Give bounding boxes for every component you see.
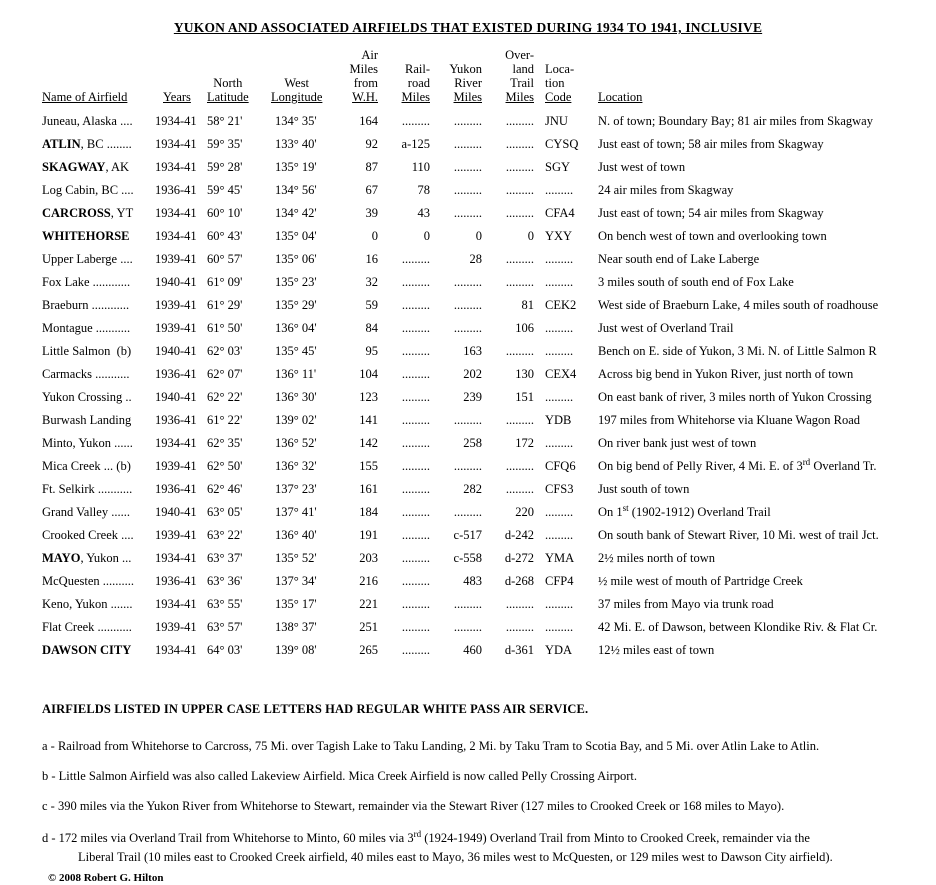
cell-code: ......... [545,436,574,450]
cell-years: 1934-41 [155,206,197,220]
cell-lat: 63° 22' [207,528,243,542]
cell-river: ......... [453,137,482,151]
cell-name: DAWSON CITY [42,643,132,657]
cell-years: 1934-41 [155,597,197,611]
cell-code: YDB [545,413,572,427]
cell-rail: 110 [411,160,430,174]
table-row [42,294,926,317]
airfields-table [42,48,926,662]
cell-air: 161 [359,482,378,496]
cell-location: 2½ miles north of town [598,551,716,565]
cell-rail: ......... [401,367,430,381]
cell-long: 133° 40' [275,137,317,151]
table-header [42,48,926,110]
cell-air: 87 [365,160,378,174]
col-header-trail: Over- land Trail Miles [505,48,534,104]
cell-river: ......... [453,183,482,197]
table-row [42,501,926,524]
cell-code: ......... [545,597,574,611]
table-row [42,271,926,294]
cell-code: CFP4 [545,574,574,588]
cell-long: 135° 06' [275,252,317,266]
cell-rail: 0 [423,229,430,243]
cell-rail: ......... [401,344,430,358]
cell-lat: 59° 45' [207,183,243,197]
cell-years: 1939-41 [155,298,197,312]
cell-air: 164 [359,114,378,128]
copyright: © 2008 Robert G. Hilton [48,872,164,884]
cell-trail: ......... [505,482,534,496]
cell-air: 216 [359,574,378,588]
cell-trail: ......... [505,597,534,611]
cell-lat: 63° 36' [207,574,243,588]
cell-long: 139° 08' [275,643,317,657]
cell-lat: 58° 21' [207,114,243,128]
cell-years: 1936-41 [155,367,197,381]
cell-name: Little Salmon (b) [42,344,132,358]
cell-location: N. of town; Boundary Bay; 81 air miles from Skagway [598,114,873,128]
col-header-code: Loca- tion Code [545,62,575,104]
cell-location: Just east of town; 54 air miles from Skagway [598,206,824,220]
table-body [42,110,926,662]
cell-river: ......... [453,597,482,611]
table-row [42,110,926,133]
table-row [42,363,926,386]
cell-years: 1934-41 [155,114,197,128]
cell-name: Yukon Crossing .. [42,390,132,404]
cell-years: 1934-41 [155,643,197,657]
cell-name: Flat Creek ........... [42,620,132,634]
cell-location: 3 miles south of south end of Fox Lake [598,275,794,289]
cell-trail: 220 [515,505,534,519]
cell-air: 141 [359,413,378,427]
cell-long: 135° 23' [275,275,317,289]
cell-trail: 130 [515,367,534,381]
cell-location: 24 air miles from Skagway [598,183,734,197]
cell-rail: ......... [401,390,430,404]
col-header-name: Name of Airfield [42,90,128,104]
cell-location: 12½ miles east of town [598,643,715,657]
table-row [42,432,926,455]
note-c: c - 390 miles via the Yukon River from Whitehorse to Stewart, remainder via the Stewart River (127 miles to Crooked Creek or 168 miles to Mayo). [42,799,785,813]
table-row [42,133,926,156]
cell-air: 95 [365,344,378,358]
cell-river: 202 [463,367,482,381]
cell-air: 203 [359,551,378,565]
cell-trail: ......... [505,114,534,128]
cell-river: 258 [463,436,482,450]
cell-rail: ......... [401,252,430,266]
cell-air: 265 [359,643,378,657]
cell-long: 137° 34' [275,574,317,588]
cell-air: 0 [371,229,378,243]
cell-location: Just west of town [598,160,686,174]
table-row [42,340,926,363]
cell-name: Crooked Creek .... [42,528,134,542]
cell-name: Fox Lake ............ [42,275,131,289]
cell-long: 135° 04' [275,229,317,243]
table-row [42,317,926,340]
col-header-river: Yukon River Miles [449,62,482,104]
col-header-location: Location [598,90,643,104]
cell-long: 135° 29' [275,298,317,312]
cell-rail: ......... [401,643,430,657]
table-row [42,616,926,639]
cell-name: McQuesten .......... [42,574,134,588]
cell-trail: 0 [527,229,534,243]
table-row [42,593,926,616]
col-header-years: Years [163,90,191,104]
cell-river: ......... [453,413,482,427]
page-title: YUKON AND ASSOCIATED AIRFIELDS THAT EXISTED DURING 1934 TO 1941, INCLUSIVE [173,20,763,35]
cell-long: 135° 45' [275,344,317,358]
cell-years: 1940-41 [155,344,197,358]
col-header-lat: North Latitude [207,76,249,104]
cell-trail: ......... [505,275,534,289]
cell-trail: ......... [505,183,534,197]
cell-code: SGY [545,160,571,174]
cell-name: Upper Laberge .... [42,252,133,266]
cell-river: ......... [453,275,482,289]
cell-code: CFS3 [545,482,574,496]
cell-long: 134° 42' [275,206,317,220]
cell-lat: 61° 29' [207,298,243,312]
table-row [42,455,926,478]
cell-rail: ......... [401,275,430,289]
cell-river: 163 [463,344,482,358]
col-header-air: Air Miles from W.H. [349,48,378,104]
cell-air: 104 [359,367,378,381]
cell-river: 460 [463,643,482,657]
cell-trail: ......... [505,459,534,473]
cell-long: 136° 40' [275,528,317,542]
cell-years: 1940-41 [155,505,197,519]
cell-rail: ......... [401,321,430,335]
cell-rail: ......... [401,436,430,450]
cell-name: Braeburn ............ [42,298,130,312]
cell-air: 32 [365,275,378,289]
cell-rail: ......... [401,574,430,588]
cell-rail: ......... [401,528,430,542]
cell-rail: 43 [417,206,430,220]
cell-long: 135° 19' [275,160,317,174]
cell-trail: ......... [505,206,534,220]
cell-name: Carmacks ........... [42,367,130,381]
cell-years: 1939-41 [155,321,197,335]
cell-code: YXY [545,229,573,243]
cell-river: 483 [463,574,482,588]
cell-code: YMA [545,551,575,565]
cell-code: ......... [545,252,574,266]
cell-air: 221 [359,597,378,611]
cell-river: ......... [453,620,482,634]
cell-trail: ......... [505,344,534,358]
table-row [42,225,926,248]
cell-long: 137° 23' [275,482,317,496]
cell-air: 39 [365,206,378,220]
cell-air: 59 [365,298,378,312]
cell-name: ATLIN, BC ........ [42,137,132,151]
cell-years: 1939-41 [155,459,197,473]
note-d-line: d - 172 miles via Overland Trail from Whitehorse to Minto, 60 miles via 3rd (1924-1949) Overland Trail from Minto to Crooked Creek, remainder via the [42,828,810,845]
cell-long: 134° 56' [275,183,317,197]
cell-code: CFA4 [545,206,575,220]
cell-air: 67 [365,183,378,197]
cell-river: 0 [475,229,482,243]
table-row [42,248,926,271]
cell-long: 139° 02' [275,413,317,427]
cell-years: 1936-41 [155,574,197,588]
cell-long: 138° 37' [275,620,317,634]
cell-code: CFQ6 [545,459,576,473]
cell-lat: 60° 10' [207,206,243,220]
cell-trail: ......... [505,160,534,174]
cell-code: YDA [545,643,573,657]
cell-trail: ......... [505,620,534,634]
cell-location: Just west of Overland Trail [598,321,734,335]
cell-lat: 62° 35' [207,436,243,450]
cell-trail: ......... [505,413,534,427]
note-a: a - Railroad from Whitehorse to Carcross, 75 Mi. over Tagish Lake to Taku Landing, 2 Mi. by Taku Tram to Scotia Bay, and 5 Mi. over Atlin Lake to Atlin. [42,739,820,753]
cell-long: 135° 17' [275,597,317,611]
cell-code: ......... [545,528,574,542]
cell-location: Near south end of Lake Laberge [598,252,760,266]
cell-location: On big bend of Pelly River, 4 Mi. E. of 3rd Overland Tr. [598,456,877,473]
cell-code: CYSQ [545,137,579,151]
cell-long: 137° 41' [275,505,317,519]
cell-location: On 1st (1902-1912) Overland Trail [598,502,771,519]
cell-location: Just east of town; 58 air miles from Skagway [598,137,824,151]
cell-years: 1936-41 [155,482,197,496]
cell-years: 1934-41 [155,160,197,174]
cell-name: SKAGWAY, AK [42,160,130,174]
cell-trail: d-268 [504,574,534,588]
cell-lat: 63° 55' [207,597,243,611]
cell-location: On east bank of river, 3 miles north of Yukon Crossing [598,390,872,404]
cell-air: 16 [365,252,378,266]
cell-location: 37 miles from Mayo via trunk road [598,597,774,611]
cell-river: ......... [453,321,482,335]
cell-river: ......... [453,459,482,473]
cell-lat: 62° 46' [207,482,243,496]
cell-air: 92 [365,137,378,151]
cell-air: 184 [359,505,378,519]
cell-location: Bench on E. side of Yukon, 3 Mi. N. of Little Salmon R [598,344,877,358]
cell-code: JNU [545,114,568,128]
table-row [42,547,926,570]
cell-rail: a-125 [401,137,430,151]
header-row [42,48,926,110]
table-row [42,386,926,409]
cell-air: 142 [359,436,378,450]
col-header-long: West Longitude [271,76,323,104]
cell-river: ......... [453,505,482,519]
cell-years: 1940-41 [155,275,197,289]
cell-river: 282 [463,482,482,496]
cell-name: WHITEHORSE [42,229,130,243]
note-d-line: Liberal Trail (10 miles east to Crooked Creek airfield, 40 miles east to Mayo, 36 miles west to McQuesten, or 129 miles west to Dawson City airfield). [78,850,833,864]
cell-name: Minto, Yukon ...... [42,436,133,450]
cell-name: CARCROSS, YT [42,206,134,220]
cell-lat: 63° 57' [207,620,243,634]
cell-name: MAYO, Yukon ... [42,551,132,565]
cell-long: 136° 04' [275,321,317,335]
cell-long: 136° 30' [275,390,317,404]
cell-rail: ......... [401,114,430,128]
cell-location: 197 miles from Whitehorse via Kluane Wagon Road [598,413,861,427]
cell-name: Juneau, Alaska .... [42,114,133,128]
cell-trail: 81 [521,298,534,312]
cell-years: 1934-41 [155,436,197,450]
cell-air: 123 [359,390,378,404]
cell-lat: 64° 03' [207,643,243,657]
cell-rail: ......... [401,597,430,611]
cell-code: ......... [545,183,574,197]
table-row [42,179,926,202]
cell-air: 84 [365,321,378,335]
cell-lat: 60° 57' [207,252,243,266]
cell-years: 1934-41 [155,551,197,565]
cell-lat: 63° 05' [207,505,243,519]
cell-location: On bench west of town and overlooking town [598,229,827,243]
cell-lat: 62° 03' [207,344,243,358]
cell-rail: 78 [417,183,430,197]
cell-lat: 61° 50' [207,321,243,335]
cell-location: On river bank just west of town [598,436,757,450]
cell-name: Keno, Yukon ....... [42,597,133,611]
cell-air: 155 [359,459,378,473]
table-row [42,639,926,662]
cell-location: West side of Braeburn Lake, 4 miles south of roadhouse [598,298,879,312]
cell-years: 1934-41 [155,137,197,151]
service-note: AIRFIELDS LISTED IN UPPER CASE LETTERS HAD REGULAR WHITE PASS AIR SERVICE. [42,702,589,716]
cell-years: 1939-41 [155,528,197,542]
cell-air: 251 [359,620,378,634]
cell-lat: 59° 35' [207,137,243,151]
footnotes-section [42,702,936,885]
table-row [42,524,926,547]
cell-location: 42 Mi. E. of Dawson, between Klondike Riv. & Flat Cr. [598,620,878,634]
cell-years: 1936-41 [155,183,197,197]
cell-rail: ......... [401,413,430,427]
cell-long: 136° 11' [275,367,317,381]
col-header-rail: Rail- road Miles [401,62,430,104]
cell-name: Mica Creek ... (b) [42,459,131,473]
cell-rail: ......... [401,298,430,312]
cell-river: ......... [453,114,482,128]
cell-rail: ......... [401,620,430,634]
cell-code: ......... [545,620,574,634]
cell-lat: 62° 50' [207,459,243,473]
cell-years: 1936-41 [155,413,197,427]
cell-years: 1940-41 [155,390,197,404]
table-row [42,409,926,432]
cell-trail: d-242 [504,528,534,542]
cell-lat: 61° 22' [207,413,243,427]
cell-location: Across big bend in Yukon River, just north of town [598,367,854,381]
cell-rail: ......... [401,482,430,496]
cell-years: 1939-41 [155,252,197,266]
cell-location: On south bank of Stewart River, 10 Mi. west of trail Jct. [598,528,879,542]
cell-river: 28 [469,252,482,266]
note-b: b - Little Salmon Airfield was also called Lakeview Airfield. Mica Creek Airfield is now called Pelly Crossing Airport. [42,769,638,783]
cell-river: c-558 [453,551,482,565]
table-row [42,202,926,225]
cell-long: 136° 52' [275,436,317,450]
cell-rail: ......... [401,551,430,565]
cell-code: ......... [545,275,574,289]
cell-long: 134° 35' [275,114,317,128]
table-row [42,156,926,179]
cell-years: 1939-41 [155,620,197,634]
cell-location: ½ mile west of mouth of Partridge Creek [598,574,803,588]
cell-river: ......... [453,206,482,220]
cell-trail: ......... [505,252,534,266]
cell-code: CEK2 [545,298,577,312]
cell-years: 1934-41 [155,229,197,243]
cell-lat: 60° 43' [207,229,243,243]
cell-code: ......... [545,321,574,335]
cell-lat: 62° 22' [207,390,243,404]
cell-code: ......... [545,344,574,358]
cell-code: ......... [545,505,574,519]
cell-long: 136° 32' [275,459,317,473]
cell-code: CEX4 [545,367,577,381]
cell-lat: 63° 37' [207,551,243,565]
cell-long: 135° 52' [275,551,317,565]
cell-trail: 151 [515,390,534,404]
table-row [42,570,926,593]
note-d [42,829,936,867]
cell-trail: d-361 [504,643,534,657]
cell-lat: 61° 09' [207,275,243,289]
table-row [42,478,926,501]
cell-lat: 59° 28' [207,160,243,174]
cell-code: ......... [545,390,574,404]
cell-river: 239 [463,390,482,404]
cell-location: Just south of town [598,482,690,496]
cell-air: 191 [359,528,378,542]
cell-lat: 62° 07' [207,367,243,381]
cell-rail: ......... [401,459,430,473]
cell-river: ......... [453,298,482,312]
cell-trail: d-272 [504,551,534,565]
cell-trail: 172 [515,436,534,450]
cell-river: c-517 [453,528,482,542]
cell-name: Ft. Selkirk ........... [42,482,133,496]
cell-river: ......... [453,160,482,174]
cell-name: Burwash Landing [42,413,132,427]
cell-trail: ......... [505,137,534,151]
cell-name: Log Cabin, BC .... [42,183,134,197]
cell-name: Montague ........... [42,321,131,335]
cell-trail: 106 [515,321,534,335]
cell-rail: ......... [401,505,430,519]
cell-name: Grand Valley ...... [42,505,130,519]
